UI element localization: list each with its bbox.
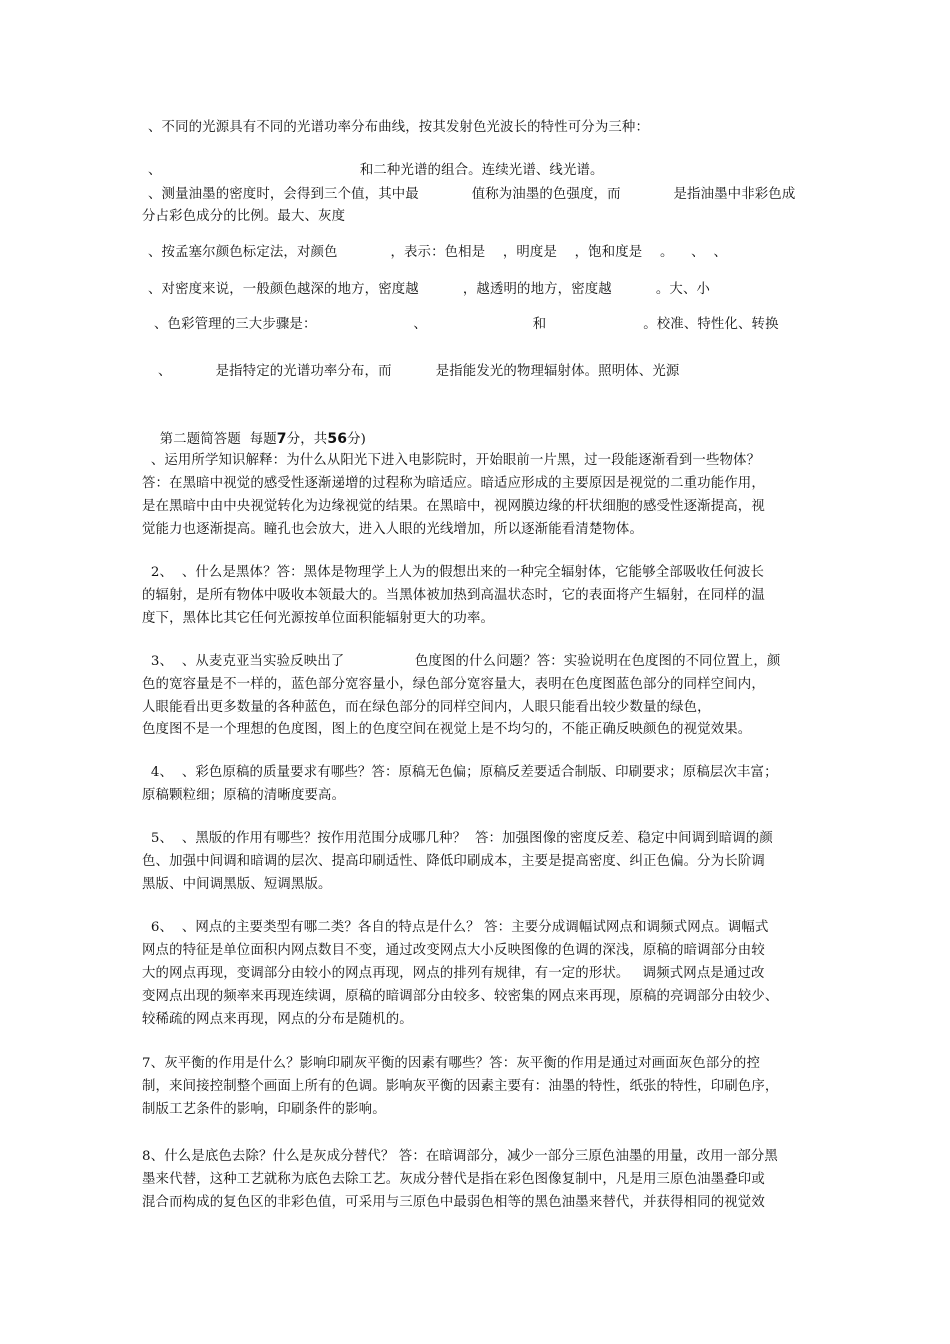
answer6-line: 变网点出现的频率来再现连续调，原稿的暗调部分由较多、较密集的网点来再现，原稿的亮调部分由较少、 (142, 989, 779, 1004)
blank-q2-line2: 分占彩色成分的比例。最大、灰度 (142, 209, 346, 224)
answer4-line: 原稿颗粒细；原稿的清晰度要高。 (142, 788, 346, 803)
answer1-line: 答：在黑暗中视觉的感受性逐渐递增的过程称为暗适应。暗适应形成的主要原因是视觉的二重功能作用， (142, 476, 765, 491)
answer3-line: 色的宽容量是不一样的，蓝色部分宽容量小，绿色部分宽容量大，表明在色度图蓝色部分的同样空间内， (142, 677, 765, 692)
answer8-line: 混合而构成的复色区的非彩色值，可采用与三原色中最弱色相等的黑色油墨来替代，并获得相同的视觉效 (142, 1195, 765, 1210)
section2-count: 7 (276, 431, 287, 447)
section2-title-mid: 分，共 (286, 432, 328, 447)
section2-title-post: 分) (347, 432, 367, 447)
answer3-line: 色度图不是一个理想的色度图，图上的色度空间在视觉上是不均匀的，不能正确反映颜色的视觉效果。 (142, 722, 752, 737)
answer1-line: 觉能力也逐渐提高。瞳孔也会放大，进入人眼的光线增加，所以逐渐能看清楚物体。 (142, 522, 644, 537)
answer1-line: 是在黑暗中由中央视觉转化为边缘视觉的结果。在黑暗中，视网膜边缘的杆状细胞的感受性逐渐提高，视 (142, 499, 765, 514)
answer7-line: 制版工艺条件的影响，印刷条件的影响。 (142, 1102, 386, 1117)
answer3-line: 人眼能看出更多数量的各种蓝色，而在绿色部分的同样空间内，人眼只能看出较少数量的绿色， (142, 700, 711, 715)
blank-q5-line: 、色彩管理的三大步骤是： 、 和 。校准、特性化、转换 (154, 317, 779, 332)
blank-q6-line: 、 是指特定的光谱功率分布，而 是指能发光的物理辐射体。照明体、光源 (158, 364, 680, 379)
answer2-line: 的辐射，是所有物体中吸收本领最大的。当黑体被加热到高温状态时，它的表面将产生辐射，在同样的温 (142, 588, 765, 603)
answer1-line: 、运用所学知识解释：为什么从阳光下进入电影院时，开始眼前一片黑，过一段能逐渐看到一些物体？ (142, 453, 761, 468)
blank-q3-line: 、按孟塞尔颜色标定法，对颜色 ，表示：色相是 ，明度是 ，饱和度是 。 、 、 (148, 245, 728, 260)
answer6-line: 较稀疏的网点来再现，网点的分布是随机的。 (142, 1012, 413, 1027)
answer8-line: 墨来代替，这种工艺就称为底色去除工艺。灰成分替代是指在彩色图像复制中，凡是用三原色油墨叠印或 (142, 1172, 765, 1187)
answer2-line: 2、 、什么是黑体？答：黑体是物理学上人为的假想出来的一种完全辐射体，它能够全部吸收任何波长 (142, 565, 765, 580)
section2-total: 56 (327, 431, 348, 447)
answer5-line: 黑版、中间调黑版、短调黑版。 (142, 877, 332, 892)
answer8-line: 8、什么是底色去除？什么是灰成分替代？ 答：在暗调部分，减少一部分三原色油墨的用量，改用一部分黑 (142, 1149, 778, 1164)
blank-q2-line1: 、测量油墨的密度时，会得到三个值，其中最 值称为油墨的色强度，而 是指油墨中非彩色成 (148, 187, 796, 202)
answer5-line: 5、 、黑版的作用有哪些？按作用范围分成哪几种？ 答：加强图像的密度反差、稳定中间调到暗调的颜 (142, 831, 773, 846)
answer6-line: 大的网点再现，变调部分由较小的网点再现，网点的排列有规律，有一定的形状。 调频式网点是通过改 (142, 966, 765, 981)
answer7-line: 7、灰平衡的作用是什么？影响印刷灰平衡的因素有哪些？答：灰平衡的作用是通过对画面灰色部分的控 (142, 1056, 760, 1071)
answer3-line: 3、 、从麦克亚当实验反映出了 色度图的什么问题？答：实验说明在色度图的不同位置上，颜 (142, 654, 781, 669)
blank-q4-line: 、对密度来说，一般颜色越深的地方，密度越 ，越透明的地方，密度越 。大、小 (148, 282, 711, 297)
answer4-line: 4、 、彩色原稿的质量要求有哪些？答：原稿无色偏；原稿反差要适合制版、印刷要求；原稿层次丰富； (142, 765, 778, 780)
blank-q1-line1: 、不同的光源具有不同的光谱功率分布曲线，按其发射色光波长的特性可分为三种： (148, 120, 650, 135)
answer6-line: 网点的特征是单位面积内网点数目不变，通过改变网点大小反映图像的色调的深浅，原稿的暗调部分由较 (142, 943, 765, 958)
answer5-line: 色、加强中间调和暗调的层次、提高印刷适性、降低印刷成本，主要是提高密度、纠正色偏。分为长阶调 (142, 854, 765, 869)
answer6-line: 6、 、网点的主要类型有哪二类？各自的特点是什么？ 答：主要分成调幅试网点和调频式网点。调幅式 (142, 920, 769, 935)
blank-q1-line2: 、 和二种光谱的组合。连续光谱、线光谱。 (148, 163, 604, 178)
answer2-line: 度下，黑体比其它任何光源按单位面积能辐射更大的功率。 (142, 611, 495, 626)
section2-title-pre: 第二题简答题 每题 (159, 432, 277, 447)
answer7-line: 制，来间接控制整个画面上所有的色调。影响灰平衡的因素主要有：油墨的特性，纸张的特性，印刷色序， (142, 1079, 779, 1094)
